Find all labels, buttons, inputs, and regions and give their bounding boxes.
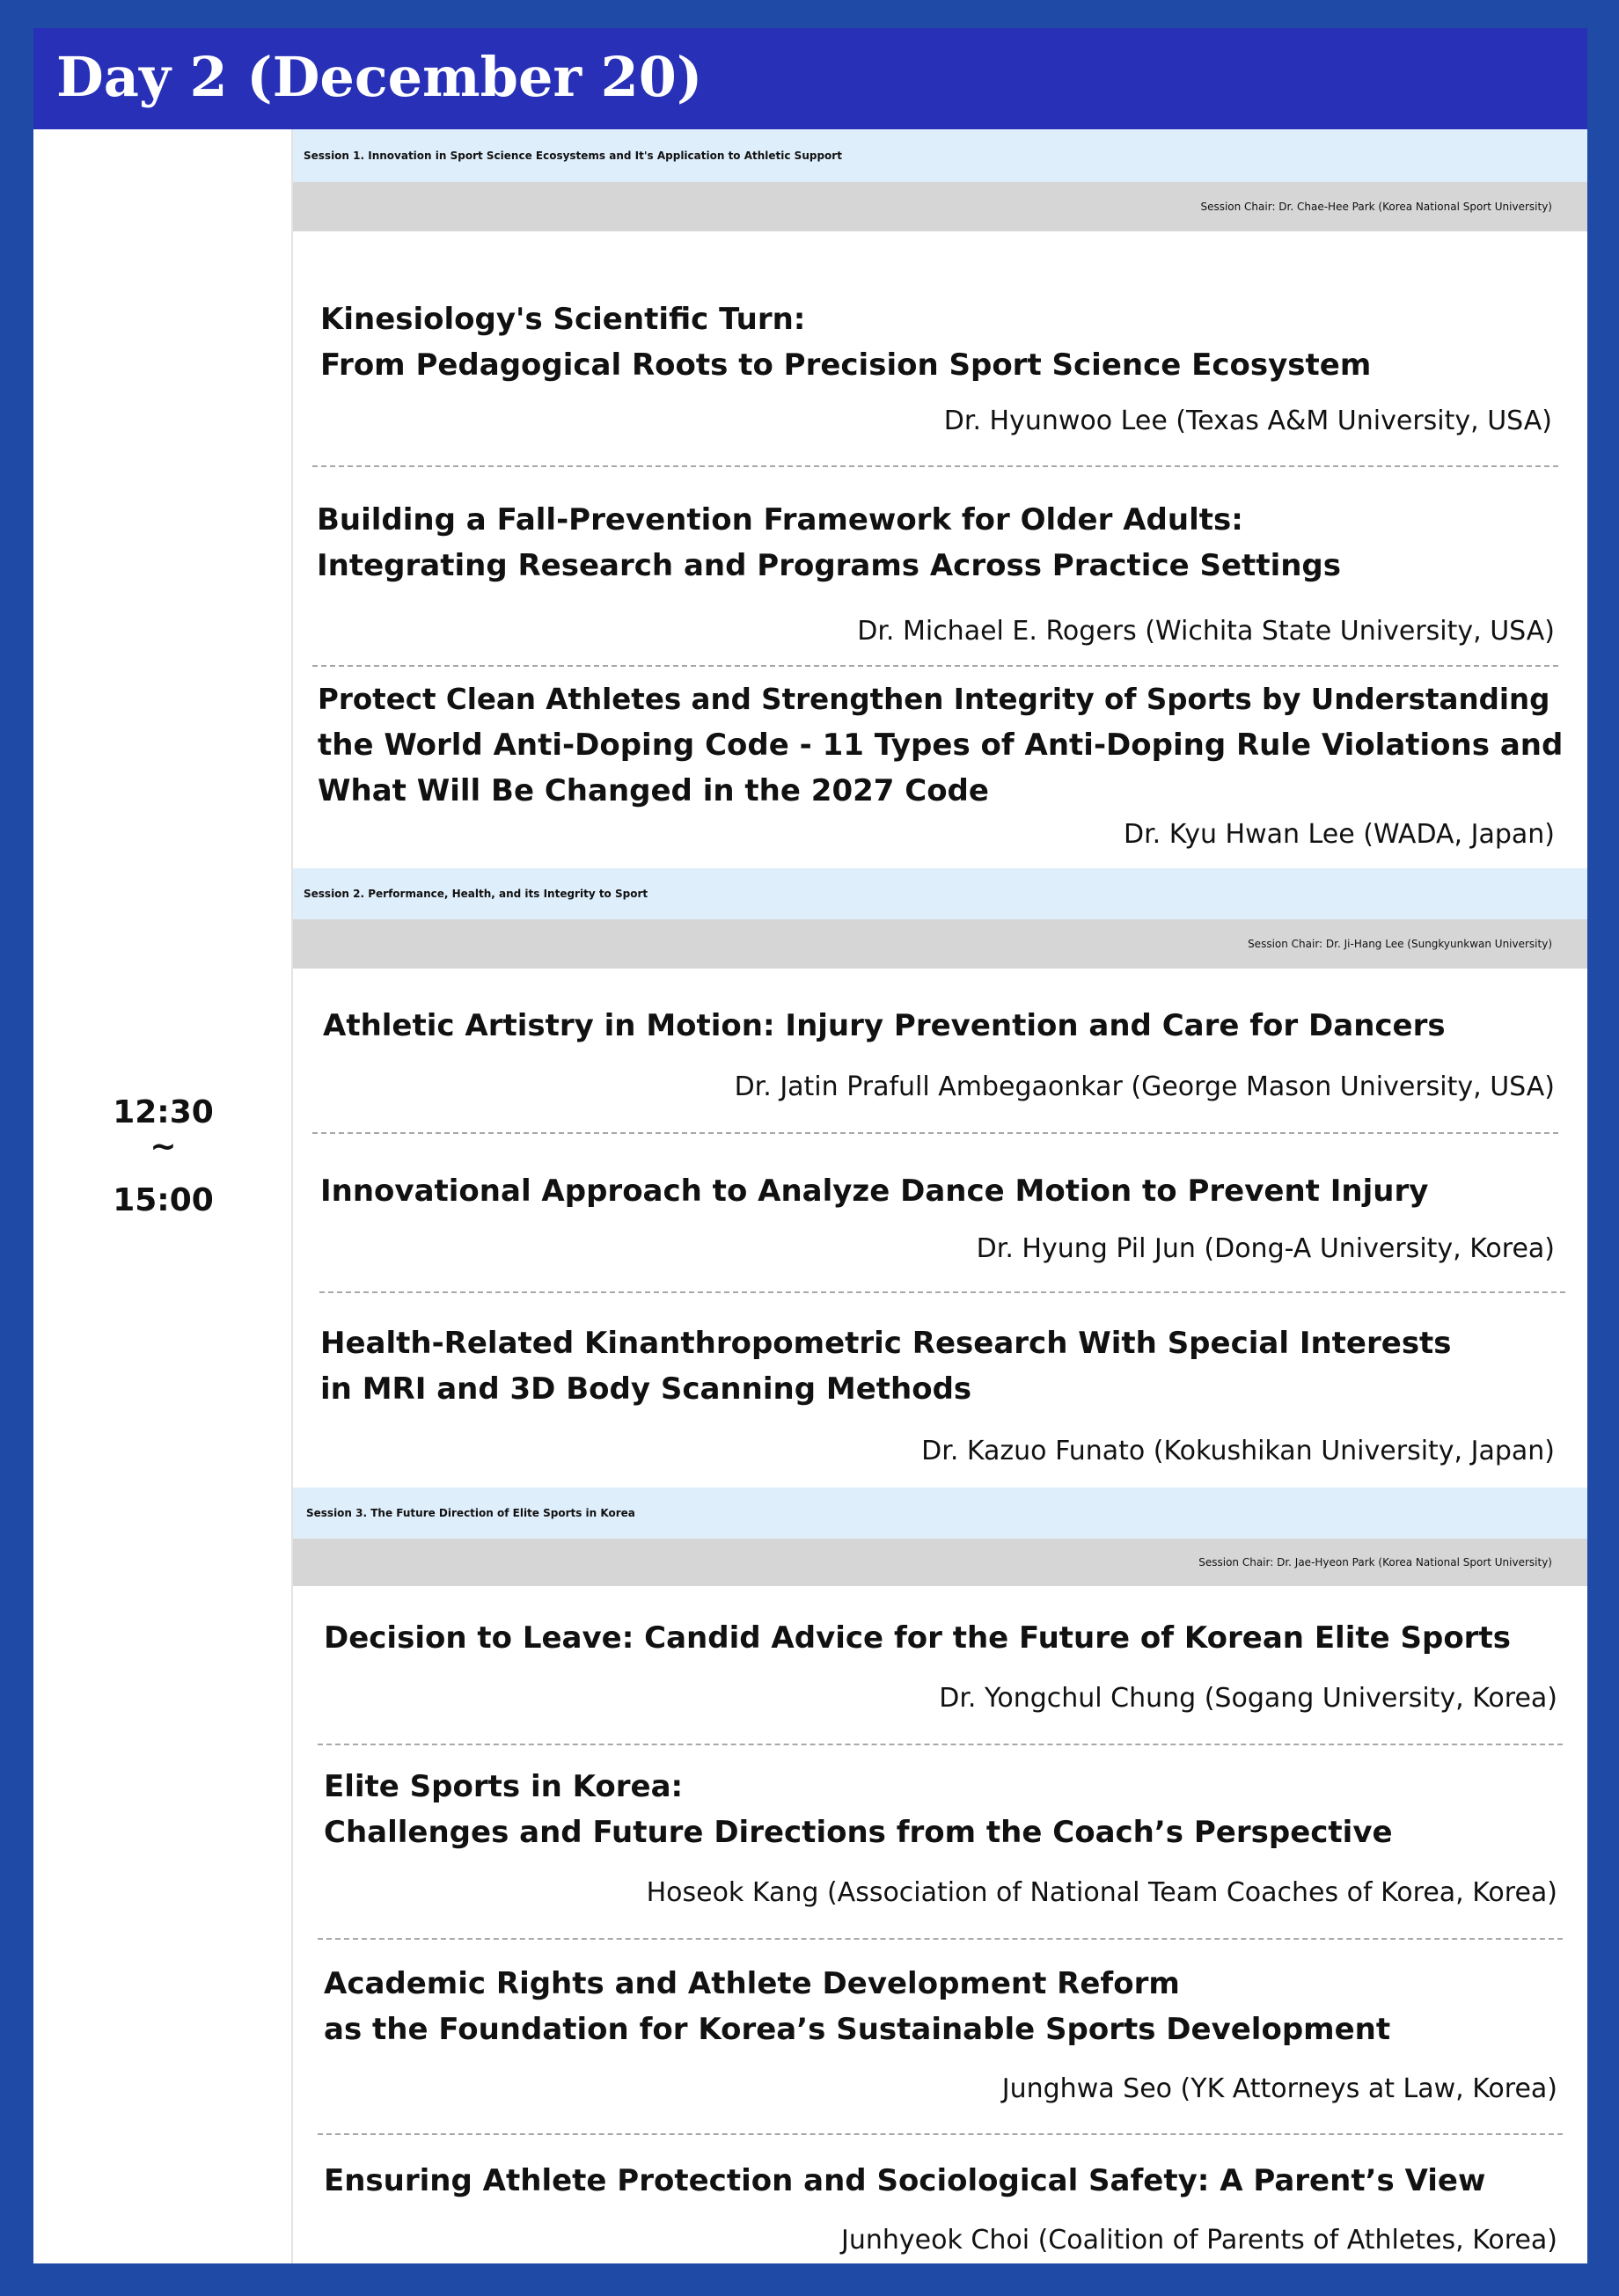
time-tilde: ~	[150, 1129, 177, 1165]
talk-speaker: Dr. Yongchul Chung (Sogang University, Korea)	[939, 1683, 1557, 1714]
session-chair: Session Chair: Dr. Ji-Hang Lee (Sungkyunkwan University)	[293, 919, 1587, 969]
talk-title-line: Elite Sports in Korea:	[324, 1769, 684, 1804]
talk-title-line: Decision to Leave: Candid Advice for the Future of Korean Elite Sports	[324, 1620, 1511, 1656]
divider	[318, 1744, 1563, 1745]
sessions-column	[293, 129, 1587, 2263]
talk-title-line: Challenges and Future Directions from the Coach’s Perspective	[324, 1815, 1393, 1850]
talk-title-line: Health-Related Kinanthropometric Research With Special Interests	[320, 1326, 1452, 1361]
talk-title-line: Athletic Artistry in Motion: Injury Prevention and Care for Dancers	[323, 1008, 1446, 1043]
talk-speaker: Dr. Jatin Prafull Ambegaonkar (George Mason University, USA)	[734, 1071, 1555, 1102]
divider	[318, 2133, 1563, 2135]
talk-title-line: the World Anti-Doping Code - 11 Types of Anti-Doping Rule Violations and	[318, 728, 1564, 763]
session-chair: Session Chair: Dr. Jae-Hyeon Park (Korea National Sport University)	[293, 1539, 1587, 1586]
talk-title-line: as the Foundation for Korea’s Sustainable Sports Development	[324, 2012, 1391, 2047]
talk-title-line: Protect Clean Athletes and Strengthen Integrity of Sports by Understanding	[318, 683, 1550, 716]
talk-speaker: Dr. Hyung Pil Jun (Dong-A University, Korea)	[976, 1233, 1555, 1264]
talk-speaker: Hoseok Kang (Association of National Team Coaches of Korea, Korea)	[646, 1877, 1557, 1908]
session-title: Session 2. Performance, Health, and its Integrity to Sport	[293, 868, 1587, 919]
talk-title-line: Innovational Approach to Analyze Dance Motion to Prevent Injury	[320, 1174, 1429, 1209]
talk-speaker: Dr. Hyunwoo Lee (Texas A&M University, USA)	[943, 406, 1552, 436]
divider	[319, 1291, 1565, 1293]
talk-title-line: From Pedagogical Roots to Precision Sport Science Ecosystem	[320, 347, 1372, 383]
day-title: Day 2 (December 20)	[56, 45, 703, 109]
time-column	[33, 129, 293, 2263]
talk-title-line: Building a Fall-Prevention Framework for Older Adults:	[317, 502, 1243, 537]
time-end: 15:00	[113, 1182, 214, 1218]
talk-speaker: Dr. Kyu Hwan Lee (WADA, Japan)	[1123, 819, 1555, 850]
talk-title-line: Academic Rights and Athlete Development Reform	[324, 1966, 1180, 2001]
divider	[312, 665, 1558, 667]
session-chair: Session Chair: Dr. Chae-Hee Park (Korea National Sport University)	[293, 182, 1587, 231]
talk-title-line: Kinesiology's Scientific Turn:	[320, 302, 806, 337]
talk-speaker: Junghwa Seo (YK Attorneys at Law, Korea)	[1001, 2073, 1557, 2104]
talk-speaker: Junhyeok Choi (Coalition of Parents of Athletes, Korea)	[841, 2225, 1557, 2256]
divider	[312, 465, 1558, 467]
day-header	[33, 28, 1587, 129]
talk-title-line: Integrating Research and Programs Across Practice Settings	[317, 548, 1342, 583]
talk-title-line: in MRI and 3D Body Scanning Methods	[320, 1371, 972, 1407]
session-title: Session 3. The Future Direction of Elite Sports in Korea	[293, 1488, 1587, 1539]
session-title: Session 1. Innovation in Sport Science Ecosystems and It's Application to Athletic Support	[293, 129, 1587, 182]
time-start: 12:30	[113, 1094, 214, 1130]
divider	[318, 1938, 1563, 1940]
talk-title-line: What Will Be Changed in the 2027 Code	[318, 773, 989, 808]
divider	[312, 1132, 1558, 1134]
talk-speaker: Dr. Michael E. Rogers (Wichita State University, USA)	[857, 616, 1555, 647]
talk-speaker: Dr. Kazuo Funato (Kokushikan University, Japan)	[921, 1436, 1555, 1466]
talk-title-line: Ensuring Athlete Protection and Sociological Safety: A Parent’s View	[324, 2163, 1486, 2198]
program-card	[33, 28, 1587, 2263]
